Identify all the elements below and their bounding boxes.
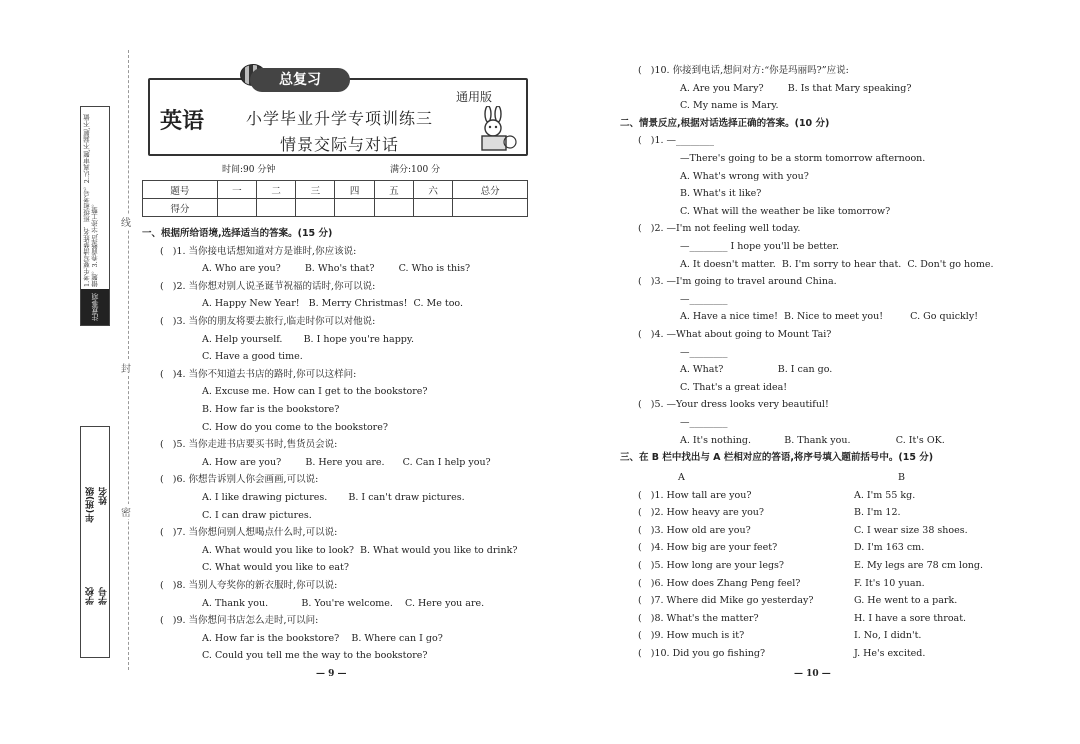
edition-label: 通用版: [456, 90, 493, 104]
match-question: ( )10. Did you go fishing?: [638, 648, 766, 659]
subject-title: 英语: [160, 109, 205, 134]
question: ( )10. 你接到电话,想问对方:“你是玛丽吗?”应说:: [638, 65, 849, 76]
review-tab: 总复习: [250, 68, 350, 92]
match-question: ( )9. How much is it?: [638, 630, 745, 642]
answer-option: A. Are you Mary? B. Is that Mary speaking?: [680, 82, 912, 94]
question: ( )7. 当你想问别人想喝点什么时,可以说:: [160, 527, 338, 539]
match-answer: F. It's 10 yuan.: [854, 577, 925, 589]
score-cell[interactable]: [413, 199, 452, 217]
answer-option: A. What would you like to look? B. What would you like to drink?: [202, 544, 518, 556]
class-label: 年(班)级: [86, 487, 96, 523]
answer-option: A. Who are you? B. Who's that? C. Who is this?: [202, 263, 471, 275]
score-cell[interactable]: [374, 199, 413, 217]
question: ( )4. —What about going to Mount Tai?: [638, 329, 832, 340]
title-banner: [148, 72, 528, 156]
header-cell: 四: [335, 181, 374, 199]
cut-char-1: 线: [121, 214, 131, 229]
answer-option: A. What's wrong with you?: [680, 170, 809, 182]
name-label: 姓名: [99, 487, 109, 505]
match-question: ( )7. Where did Mike go yesterday?: [638, 595, 814, 607]
score-cell[interactable]: [256, 199, 295, 217]
match-answer: D. I'm 163 cm.: [854, 542, 925, 554]
question: ( )5. 当你走进书店要买书时,售货员会说:: [160, 439, 338, 451]
match-answer: H. I have a sore throat.: [854, 612, 967, 624]
section-heading: 二、情景反应,根据对话选择正确的答案。(10 分): [620, 117, 830, 129]
match-question: ( )6. How does Zhang Peng feel?: [638, 577, 801, 589]
score-cell[interactable]: [335, 199, 374, 217]
score-cell[interactable]: [453, 199, 528, 217]
answer-option: B. What's it like?: [680, 188, 762, 200]
answer-option: C. Have a good time.: [202, 351, 303, 363]
time-limit: 时间:90 分钟: [222, 165, 276, 175]
question: ( )1. 当你接电话想知道对方是谁时,你应该说:: [160, 245, 357, 257]
answer-option: —________: [680, 346, 728, 358]
header-cell: 二: [256, 181, 295, 199]
question: ( )9. 当你想问书店怎么走时,可以问:: [160, 615, 319, 627]
page-number-right: — 10 —: [794, 669, 831, 679]
answer-option: A. Have a nice time! B. Nice to meet you! C. Go quickly!: [680, 311, 979, 323]
rabbit-icon: [472, 106, 518, 152]
answer-option: A. How far is the bookstore? B. Where can I go?: [202, 632, 443, 644]
answer-option: A. It's nothing. B. Thank you. C. It's OK.: [680, 434, 945, 446]
score-cell[interactable]: [296, 199, 335, 217]
match-question: ( )8. What's the matter?: [638, 612, 759, 624]
full-score: 满分:100 分: [390, 165, 441, 175]
answer-option: A. It doesn't matter. B. I'm sorry to hear that. C. Don't go home.: [680, 258, 994, 270]
answer-option: C. What will the weather be like tomorrow?: [680, 205, 891, 217]
match-answer: B. I'm 12.: [854, 507, 901, 519]
answer-option: —________: [680, 293, 728, 305]
answer-option: C. What would you like to eat?: [202, 562, 349, 574]
answer-option: C. Could you tell me the way to the bookstore?: [202, 650, 428, 662]
answer-option: A. How are you? B. Here you are. C. Can I help you?: [202, 456, 491, 468]
question: ( )3. —I'm going to travel around China.: [638, 276, 837, 288]
answer-option: C. My name is Mary.: [680, 100, 779, 112]
score-table-row: [143, 199, 528, 217]
page-number-left: — 9 —: [316, 669, 347, 679]
notice-box: [80, 106, 110, 326]
answer-option: —________ I hope you'll be better.: [680, 241, 839, 252]
question: ( )4. 当你不知道去书店的路时,你可以这样问:: [160, 368, 357, 380]
section-heading: 三、在 B 栏中找出与 A 栏相对应的答语,将序号填入题前括号中。(15 分): [620, 452, 934, 464]
match-answer: I. No, I didn't.: [854, 630, 922, 642]
number-label: 学号: [99, 587, 109, 605]
question: ( )5. —Your dress looks very beautiful!: [638, 399, 829, 411]
score-table: [142, 180, 528, 217]
exam-title: 小学毕业升学专项训练三: [246, 109, 434, 128]
answer-option: C. That's a great idea!: [680, 381, 788, 393]
answer-option: —There's going to be a storm tomorrow afternoon.: [680, 153, 926, 164]
section-heading: 一、根据所给语境,选择适当的答案。(15 分): [142, 228, 333, 239]
answer-option: —________: [680, 417, 728, 428]
match-answer: G. He went to a park.: [854, 595, 958, 607]
match-question: ( )2. How heavy are you?: [638, 507, 765, 519]
header-cell: 六: [413, 181, 452, 199]
answer-option: A. What? B. I can go.: [680, 364, 833, 376]
match-question: ( )5. How long are your legs?: [638, 560, 785, 571]
cut-char-3: 密: [121, 504, 131, 519]
notice-head: 注意事项: [81, 289, 109, 325]
answer-option: A. Help yourself. B. I hope you're happy.: [202, 333, 414, 345]
column-b-label: B: [898, 472, 905, 483]
match-question: ( )4. How big are your feet?: [638, 542, 778, 554]
row-label: 得分: [143, 199, 218, 217]
header-cell: 一: [217, 181, 256, 199]
match-answer: C. I wear size 38 shoes.: [854, 524, 968, 536]
score-cell[interactable]: [217, 199, 256, 217]
question: ( )2. —I'm not feeling well today.: [638, 223, 801, 235]
answer-option: A. Thank you. B. You're welcome. C. Here you are.: [202, 597, 485, 609]
question: ( )8. 当别人夸奖你的新衣服时,你可以说:: [160, 580, 338, 591]
answer-option: C. I can draw pictures.: [202, 509, 312, 521]
match-question: ( )3. How old are you?: [638, 524, 751, 536]
answer-option: A. Happy New Year! B. Merry Christmas! C. Me too.: [202, 298, 463, 310]
header-cell: 三: [296, 181, 335, 199]
cut-char-2: 封: [121, 360, 131, 375]
answer-option: C. How do you come to the bookstore?: [202, 421, 388, 433]
column-a-label: A: [678, 472, 685, 483]
answer-option: B. How far is the bookstore?: [202, 404, 340, 415]
exam-subtitle: 情景交际与对话: [280, 135, 400, 154]
question: ( )2. 当你想对别人说圣诞节祝福的话时,你可以说:: [160, 280, 376, 292]
question: ( )1. —________: [638, 135, 715, 147]
student-info-box: [80, 426, 110, 658]
question: ( )3. 当你的朋友将要去旅行,临走时你可以对他说:: [160, 316, 376, 327]
question: ( )6. 你想告诉别人你会画画,可以说:: [160, 474, 319, 486]
match-question: ( )1. How tall are you?: [638, 489, 752, 501]
match-answer: E. My legs are 78 cm long.: [854, 560, 984, 571]
match-answer: J. He's excited.: [854, 648, 926, 659]
school-label: 学校: [86, 587, 96, 605]
binding-strip: [72, 96, 120, 676]
notice-text: 1.考生要写清楚姓名、班级和考号。2.认真审题,不漏题,不做错题。3.卷面整洁,字迹工整。: [83, 114, 99, 287]
answer-option: A. I like drawing pictures. B. I can't draw pictures.: [202, 492, 465, 503]
header-cell: 题号: [143, 181, 218, 199]
match-answer: A. I'm 55 kg.: [854, 489, 916, 501]
header-cell: 总分: [453, 181, 528, 199]
answer-option: A. Excuse me. How can I get to the bookstore?: [202, 386, 428, 398]
header-cell: 五: [374, 181, 413, 199]
score-table-header: [143, 181, 528, 199]
